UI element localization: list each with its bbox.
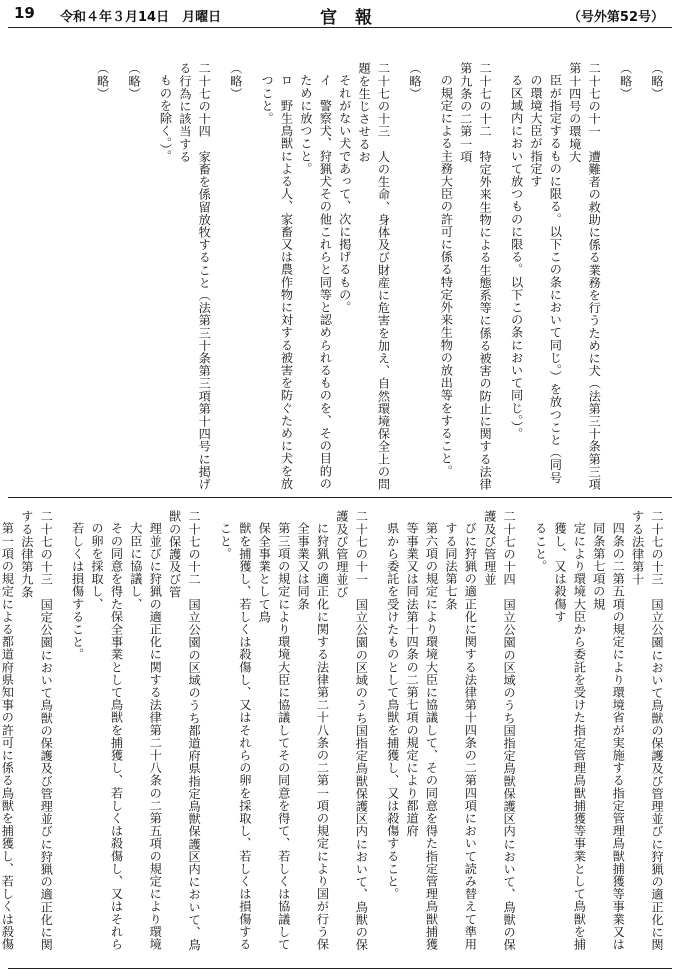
omitted-marker: （略）	[650, 62, 664, 100]
provision-line: ロ 野生鳥獣による人、家畜又は農作物に対する被害を防ぐために犬を放つこと。	[260, 74, 294, 490]
page-number: 19	[14, 4, 35, 22]
top-provision	[155, 62, 213, 492]
provision-line: 二十七の十三 人の生命、身体及び財産に危害を加え、自然環境保全上の問題を生じさせるお	[357, 62, 391, 491]
omitted-marker: （略）	[95, 62, 110, 100]
provision-line: 第三項の規定により環境大臣に協議してその同意を得て、若しくは協議して保全事業として鳥	[257, 522, 291, 951]
provision-line: 定により環境大臣から委託を受けた指定管理鳥獣捕獲等事業として鳥獣を捕獲し、又は殺傷す	[552, 522, 587, 951]
issue-date: 令和４年３月14日 月曜日	[60, 10, 222, 25]
omitted-marker: （略）	[618, 62, 633, 100]
bottom-provision	[530, 510, 666, 962]
provision-line: 第六項の規定により環境大臣に協議して、その同意を得た指定管理鳥獣捕獲等事業又は同法第十四条の二第七項の規定により都道府	[405, 522, 439, 951]
provision-line: びに狩猟の適正化に関する法律第十四条の二第四項において読み替えて準用する同法第七条	[443, 522, 478, 951]
provision-line: 二十七の十四 家畜を係留放牧すること（法第三十条第三項第十四号に掲げる行為に該当する	[177, 62, 212, 491]
section-divider	[8, 497, 672, 498]
bottom-provision	[67, 510, 203, 962]
provision-line: 二十七の十三 国定公園において鳥獣の保護及び管理並びに狩猟の適正化に関する法律第九条	[19, 510, 54, 951]
provision-line: ること。	[533, 522, 548, 573]
provision-line: の規定による主務大臣の許可に係る特定外来生物の放出等をすること。	[439, 74, 454, 478]
omitted-marker: （略）	[127, 62, 142, 100]
provision-line: 二十七の十一 国立公園の区域のうち国指定鳥獣保護区内において、鳥獣の保護及び管理並び	[334, 510, 369, 951]
top-provision	[436, 62, 494, 492]
provision-line: 獣を捕獲し、若しくは殺傷し、又はそれらの卵を採取し、若しくは損傷すること。	[218, 522, 252, 951]
omitted-marker: （略）	[228, 62, 243, 100]
issue-number: （号外第52号）	[567, 10, 664, 25]
provision-line: イ 警察犬、狩猟犬その他これらと同等と認められるものを、その目的のために放つこと。	[298, 74, 333, 490]
provision-line: 若しくは損傷すること。	[70, 522, 85, 661]
provision-line: る区域内において放つものに限る。以下この条において同じ。）。	[509, 74, 524, 440]
top-provision	[257, 62, 393, 492]
provision-line: 第一項の規定による都道府県知事の許可に係る鳥獣を捕獲し、若しくは殺傷	[0, 522, 15, 951]
footer-rule	[8, 968, 672, 969]
omitted-marker: （略）	[407, 62, 422, 100]
provision-line: に狩猟の適正化に関する法律第二十八条の二第一項の規定により国が行う保全事業又は同条	[296, 522, 330, 951]
bottom-section	[0, 510, 666, 962]
gazette-title: 官報	[320, 8, 390, 28]
provision-line: 四条の二第五項の規定により環境省が実施する指定管理鳥獣捕獲等事業又は同条第七項の規	[591, 522, 626, 951]
provision-line: 二十七の十四 国立公園の区域のうち国指定鳥獣保護区内において、鳥獣の保護及び管理並	[482, 510, 517, 951]
provision-line: 二十七の十一 遭難者の救助に係る業務を行うために犬（法第三十条第三項第十四号の環境大	[567, 62, 602, 491]
top-section	[6, 62, 666, 492]
provision-line: 臣が指定するものに限る。以下この条において同じ。）を放つこと（同号の環境大臣が指定す	[528, 74, 563, 484]
header-rule	[8, 27, 672, 28]
provision-line: 二十七の十二 国立公園の区域のうち都道府県指定鳥獣保護区内において、鳥獣の保護及び管	[167, 510, 202, 951]
page-header	[0, 0, 680, 26]
bottom-provision	[382, 510, 518, 962]
provision-line: その同意を得た保全事業として鳥獣を捕獲し、若しくは殺傷し、又はそれらの卵を採取し、	[90, 522, 124, 951]
bottom-provision	[215, 510, 370, 962]
top-provision	[506, 62, 603, 492]
provision-line: それがない犬であって、次に掲げるもの。	[337, 74, 352, 314]
provision-line: 二十七の十三 国立公園において鳥獣の保護及び管理並びに狩猟の適正化に関する法律第十	[630, 510, 664, 951]
provision-line: ものを除く。）。	[158, 74, 173, 163]
bottom-provision	[0, 510, 55, 962]
provision-line: 理並びに狩猟の適正化に関する法律第二十八条の二第五項の規定により環境大臣に協議し、	[128, 522, 163, 951]
provision-line: 県から委託を受けたものとして鳥獣を捕獲し、又は殺傷すること。	[385, 522, 400, 901]
provision-line: 二十七の十二 特定外来生物による生態系等に係る被害の防止に関する法律第九条の二第一項	[458, 62, 493, 491]
